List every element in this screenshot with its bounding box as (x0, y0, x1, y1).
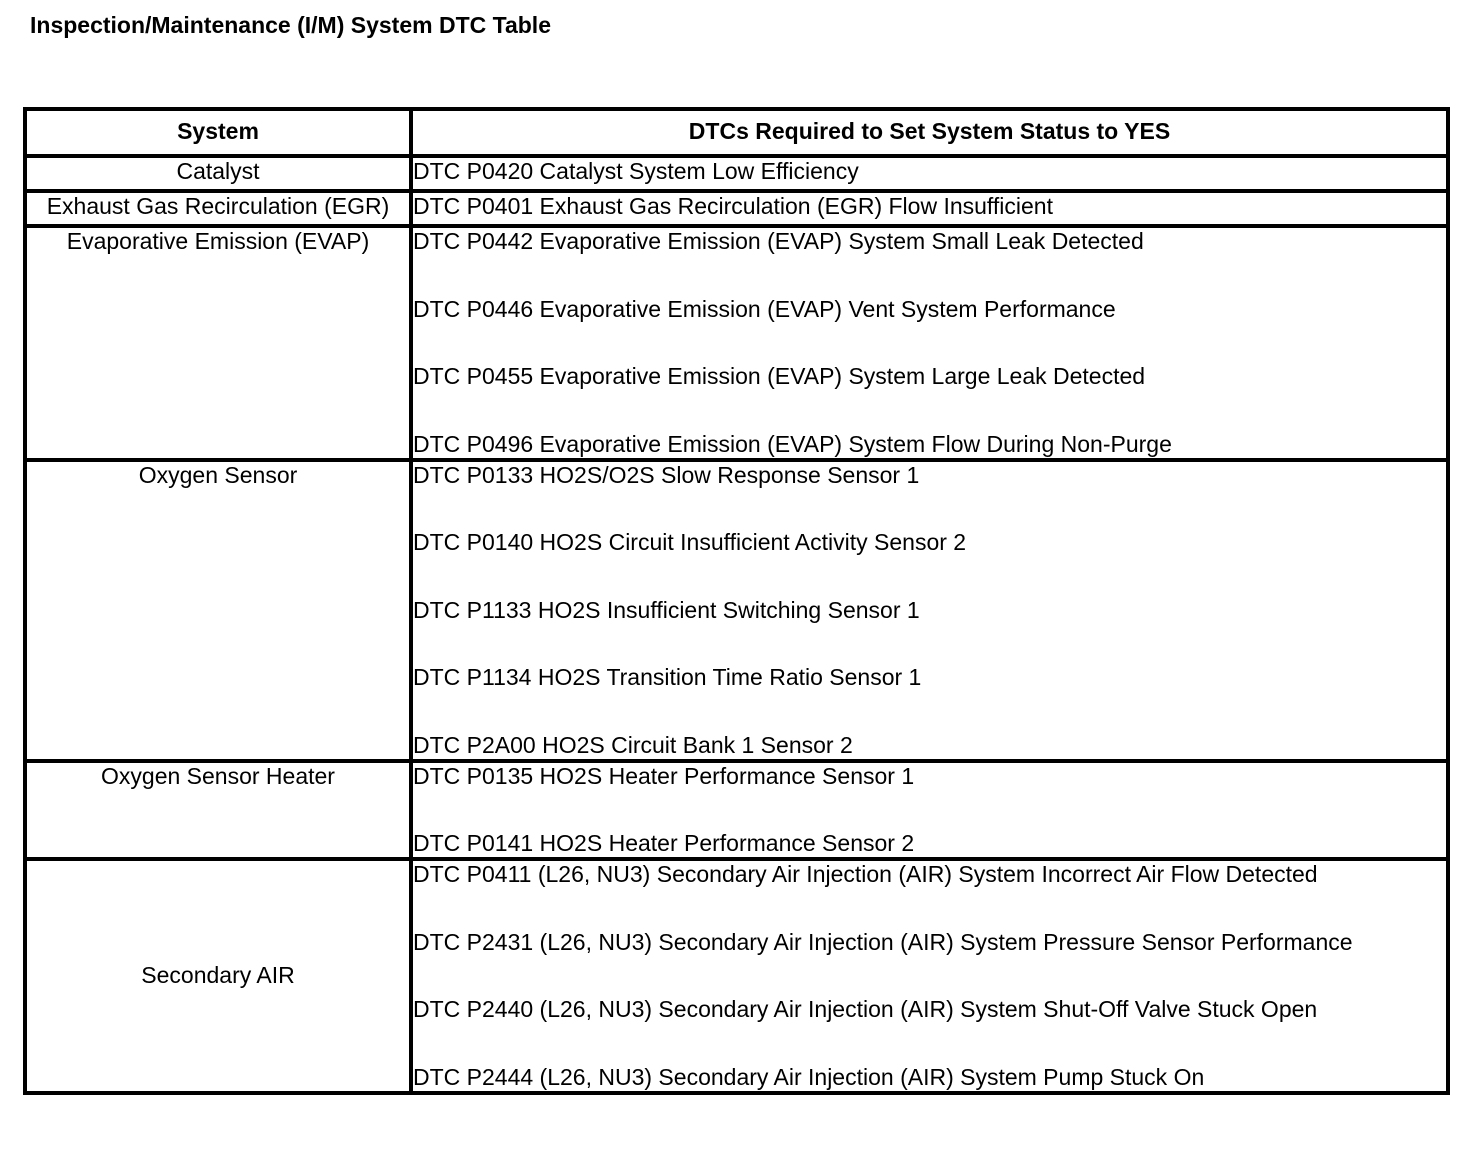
system-cell: Evaporative Emission (EVAP) (25, 226, 411, 460)
dtc-table (23, 107, 1450, 1095)
dtc-entry: DTC P0446 Evaporative Emission (EVAP) Vent System Performance (413, 295, 1116, 322)
table-row (25, 761, 1448, 860)
dtc-entry: DTC P0133 HO2S/O2S Slow Response Sensor 1 (413, 461, 920, 488)
dtc-cell (411, 460, 1448, 761)
table-row (25, 226, 1448, 460)
system-cell: Oxygen Sensor (25, 460, 411, 761)
system-cell: Exhaust Gas Recirculation (EGR) (25, 191, 411, 226)
dtc-entry: DTC P0496 Evaporative Emission (EVAP) System Flow During Non-Purge (413, 430, 1172, 457)
header-system: System (25, 109, 411, 156)
dtc-entry: DTC P0455 Evaporative Emission (EVAP) System Large Leak Detected (413, 363, 1146, 389)
dtc-entry: DTC P0420 Catalyst System Low Efficiency (413, 158, 859, 184)
system-cell: Secondary AIR (25, 859, 411, 1093)
dtc-entry: DTC P1134 HO2S Transition Time Ratio Sensor 1 (413, 664, 922, 690)
table-row (25, 156, 1448, 191)
dtc-entry: DTC P0135 HO2S Heater Performance Sensor 1 (413, 762, 915, 789)
dtc-cell (411, 859, 1448, 1093)
dtc-entry: DTC P0401 Exhaust Gas Recirculation (EGR) Flow Insufficient (413, 193, 1053, 219)
dtc-entry: DTC P2431 (L26, NU3) Secondary Air Injection (AIR) System Pressure Sensor Performance (413, 928, 1353, 955)
dtc-cell (411, 156, 1448, 191)
table-header-row (25, 109, 1448, 156)
dtc-entry: DTC P0141 HO2S Heater Performance Sensor 2 (413, 830, 915, 856)
system-cell: Oxygen Sensor Heater (25, 761, 411, 860)
dtc-entry: DTC P2440 (L26, NU3) Secondary Air Injection (AIR) System Shut-Off Valve Stuck Open (413, 996, 1318, 1022)
table-row (25, 191, 1448, 226)
table-row (25, 460, 1448, 761)
page-title: Inspection/Maintenance (I/M) System DTC Table (30, 12, 551, 38)
table-row (25, 859, 1448, 1093)
dtc-entry: DTC P1133 HO2S Insufficient Switching Sensor 1 (413, 596, 920, 623)
dtc-entry: DTC P0411 (L26, NU3) Secondary Air Injection (AIR) System Incorrect Air Flow Detected (413, 861, 1318, 887)
dtc-cell (411, 191, 1448, 226)
dtc-cell (411, 226, 1448, 460)
dtc-entry: DTC P2A00 HO2S Circuit Bank 1 Sensor 2 (413, 731, 853, 758)
dtc-cell (411, 761, 1448, 860)
system-cell: Catalyst (25, 156, 411, 191)
header-dtcs: DTCs Required to Set System Status to YES (411, 109, 1448, 156)
dtc-entry: DTC P0442 Evaporative Emission (EVAP) System Small Leak Detected (413, 228, 1144, 254)
dtc-entry: DTC P0140 HO2S Circuit Insufficient Activity Sensor 2 (413, 529, 967, 555)
dtc-entry: DTC P2444 (L26, NU3) Secondary Air Injection (AIR) System Pump Stuck On (413, 1063, 1205, 1090)
